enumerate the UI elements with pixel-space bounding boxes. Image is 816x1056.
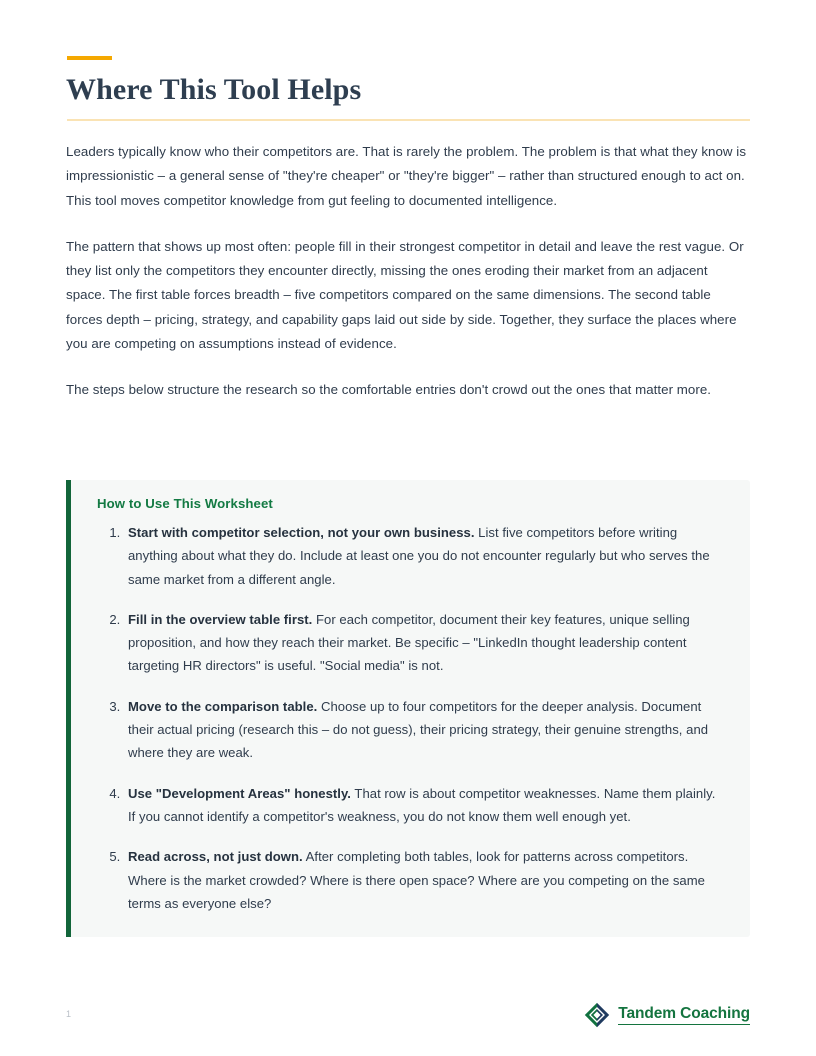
step-lead: Read across, not just down. — [128, 849, 303, 865]
step-rest: After completing both tables, look for patterns across competitors. Where is the market crowded? Where is there open space? Where are you competing on the same terms as everyone else? — [128, 849, 705, 911]
brand-lockup — [584, 1002, 750, 1028]
page-title: Where This Tool Helps — [66, 73, 362, 106]
intro-paragraph-2: The pattern that shows up most often: people fill in their strongest competitor in detail and leave the rest vague. Or they list only the competitors they encounter directly, missing the ones eroding their market from an adjacent space. The first table forces breadth – five competitors compared on the same dimensions. The second table forces depth – pricing, strategy, and capability gaps laid out side by side. Together, they surface the places where you are competing on assumptions instead of evidence. — [66, 238, 744, 352]
list-item — [124, 521, 724, 591]
tandem-diamond-logo-icon — [584, 1002, 610, 1028]
step-lead: Move to the comparison table. — [128, 698, 318, 714]
intro-paragraph-1: Leaders typically know who their competitors are. That is rarely the problem. The problem is that what they know is impressionistic – a general sense of "they're cheaper" or "they're bigger" – rather than structured enough to act on. This tool moves competitor knowledge from gut feeling to documented intelligence. — [66, 144, 747, 208]
how-to-use-callout — [66, 480, 750, 937]
callout-title: How to Use This Worksheet — [97, 496, 273, 511]
title-accent-bar — [67, 56, 112, 60]
list-item — [124, 608, 724, 678]
body-content — [66, 140, 750, 403]
page-footer — [0, 1000, 816, 1040]
step-rest: That row is about competitor weaknesses. Name them plainly. If you cannot identify a competitor's weakness, you do not know them well enough yet. — [128, 785, 716, 824]
page-number: 1 — [66, 1009, 72, 1019]
step-rest: For each competitor, document their key features, unique selling proposition, and how they reach their market. Be specific – "LinkedIn thought leadership content targeting HR directors" is useful. "Social media" is not. — [128, 611, 690, 674]
step-lead: Fill in the overview table first. — [128, 611, 313, 627]
list-item — [124, 695, 724, 765]
title-divider-rule — [67, 119, 750, 121]
brand-name: Tandem Coaching — [618, 1005, 750, 1025]
step-lead: Use "Development Areas" honestly. — [128, 785, 351, 801]
intro-paragraph-3: The steps below structure the research so the comfortable entries don't crowd out the ones that matter more. — [66, 382, 712, 398]
step-lead: Start with competitor selection, not your own business. — [128, 525, 475, 540]
step-rest: List five competitors before writing anything about what they do. Include at least one you do not encounter regularly but who serves the same market from a different angle. — [128, 525, 710, 587]
steps-list — [97, 521, 724, 915]
list-item — [124, 782, 724, 829]
list-item — [124, 845, 724, 915]
step-rest: Choose up to four competitors for the deeper analysis. Document their actual pricing (research this – do not guess), their pricing strategy, their genuine strengths, and where they are weak. — [128, 698, 709, 761]
